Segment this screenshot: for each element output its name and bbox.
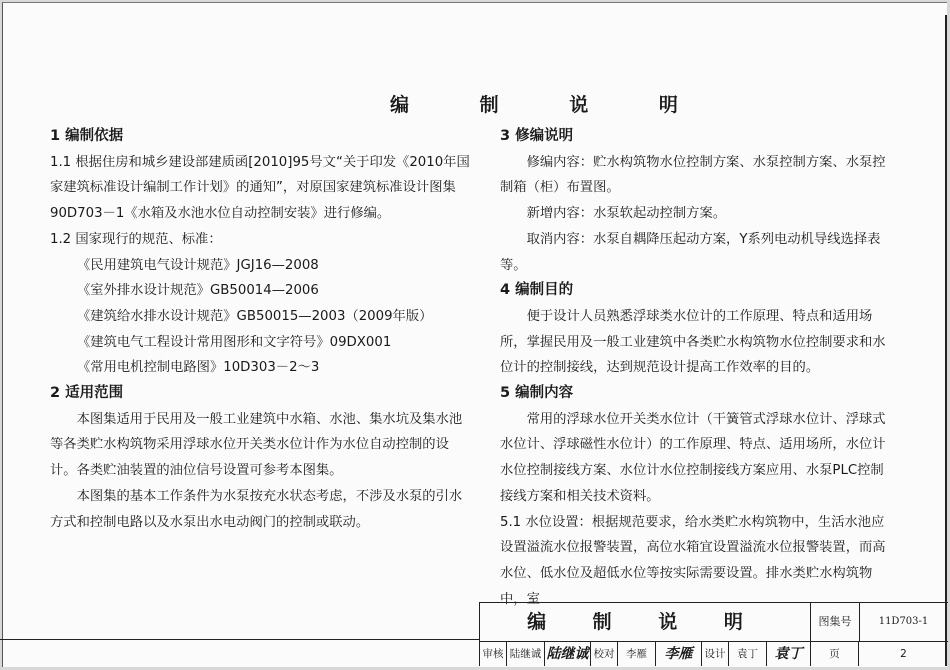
- page-number: 2: [900, 648, 907, 660]
- sheet-border-right: [945, 15, 947, 666]
- title-block-sign-row: [480, 642, 948, 666]
- section-5-heading: 5 编制内容: [500, 385, 574, 402]
- section-3-heading: 3 修编说明: [500, 128, 574, 144]
- section-4-paragraph: 便于设计人员熟悉浮球类水位计的工作原理、特点和适用场所，掌握民用及一般工业建筑中各类贮水构筑物水位控制要求和水位计的控制接线，达到规范设计提高工作效率的目的。: [500, 308, 886, 376]
- page-label: 页: [811, 642, 859, 666]
- title-block-top-row: [480, 603, 948, 642]
- section-4-heading: 4 编制目的: [500, 282, 574, 299]
- reviewer-name: 陆继诚: [507, 642, 545, 666]
- standard-item: 《室外排水设计规范》GB50014—2006: [77, 283, 319, 299]
- section-3-paragraph: 修编内容：贮水构筑物水位控制方案、水泵控制方案、水泵控制箱（柜）布置图。: [500, 154, 886, 196]
- section-3-paragraph: 新增内容：水泵软起动控制方案。: [526, 206, 727, 222]
- right-column: [500, 124, 892, 612]
- standard-item: 《建筑给水排水设计规范》GB50015—2003（2009年版）: [77, 308, 433, 324]
- section-5-paragraph: 常用的浮球水位开关类水位计（干簧管式浮球水位计、浮球式水位计、浮球磁性水位计）的工作原理、特点、适用场所，水位计水位控制接线方案、水位计水位控制接线方案应用、水泵PLC控制接线方案和相关技术资料。: [500, 411, 886, 504]
- reviewer-signature: 陆继诚: [545, 642, 591, 666]
- checker-name: 李雁: [618, 642, 656, 666]
- section-3-paragraph: 取消内容：水泵自耦降压起动方案，Y系列电动机导线选择表等。: [500, 231, 881, 273]
- standard-item: 《常用电机控制电路图》10D303－2～3: [77, 360, 320, 376]
- section-2-paragraph: 本图集适用于民用及一般工业建筑中水箱、水池、集水坑及集水池等各类贮水构筑物采用浮球水位开关类水位计作为水位自动控制的设计。各类贮油装置的油位信号设置可参考本图集。: [50, 411, 463, 479]
- review-label: 审核: [480, 642, 507, 666]
- checker-signature: 李雁: [656, 642, 702, 666]
- title-block-divider: [0, 639, 479, 640]
- design-label: 设计: [702, 642, 729, 666]
- section-5-1: 5.1 水位设置：根据规范要求，给水类贮水构筑物中，生活水池应设置溢流水位报警装置，高位水箱宜设置溢流水位报警装置，而高水位、低水位及超低水位等按实际需要设置。排水类贮水构筑物中，室: [500, 514, 886, 607]
- section-1-1: 1.1 根据住房和城乡建设部建质函[2010]95号文“关于印发《2010年国家建筑标准设计编制工作计划》的通知”，对原国家建筑标准设计图集90D703－1《水箱及水池水位自动控制安装》进行修编。: [50, 154, 470, 222]
- left-column: [50, 124, 470, 535]
- designer-name: 袁丁: [729, 642, 767, 666]
- section-1-heading: 1 编制依据: [50, 128, 124, 144]
- designer-signature: 袁丁: [767, 642, 811, 666]
- standard-item: 《民用建筑电气设计规范》JGJ16—2008: [77, 257, 319, 273]
- check-label: 校对: [591, 642, 618, 666]
- title-block-name: 编 制 说 明: [527, 611, 763, 633]
- page-title: 编 制 说 明: [390, 94, 710, 116]
- atlas-number: 11D703-1: [878, 616, 929, 627]
- title-block: [479, 602, 948, 666]
- atlas-number-label: 图集号: [810, 603, 860, 641]
- section-2-heading: 2 适用范围: [50, 385, 124, 402]
- standard-item: 《建筑电气工程设计常用图形和文字符号》09DX001: [77, 334, 392, 350]
- section-2-paragraph: 本图集的基本工作条件为水泵按充水状态考虑，不涉及水泵的引水方式和控制电路以及水泵出水电动阀门的控制或联动。: [50, 488, 463, 530]
- section-1-2: 1.2 国家现行的规范、标准：: [50, 231, 222, 247]
